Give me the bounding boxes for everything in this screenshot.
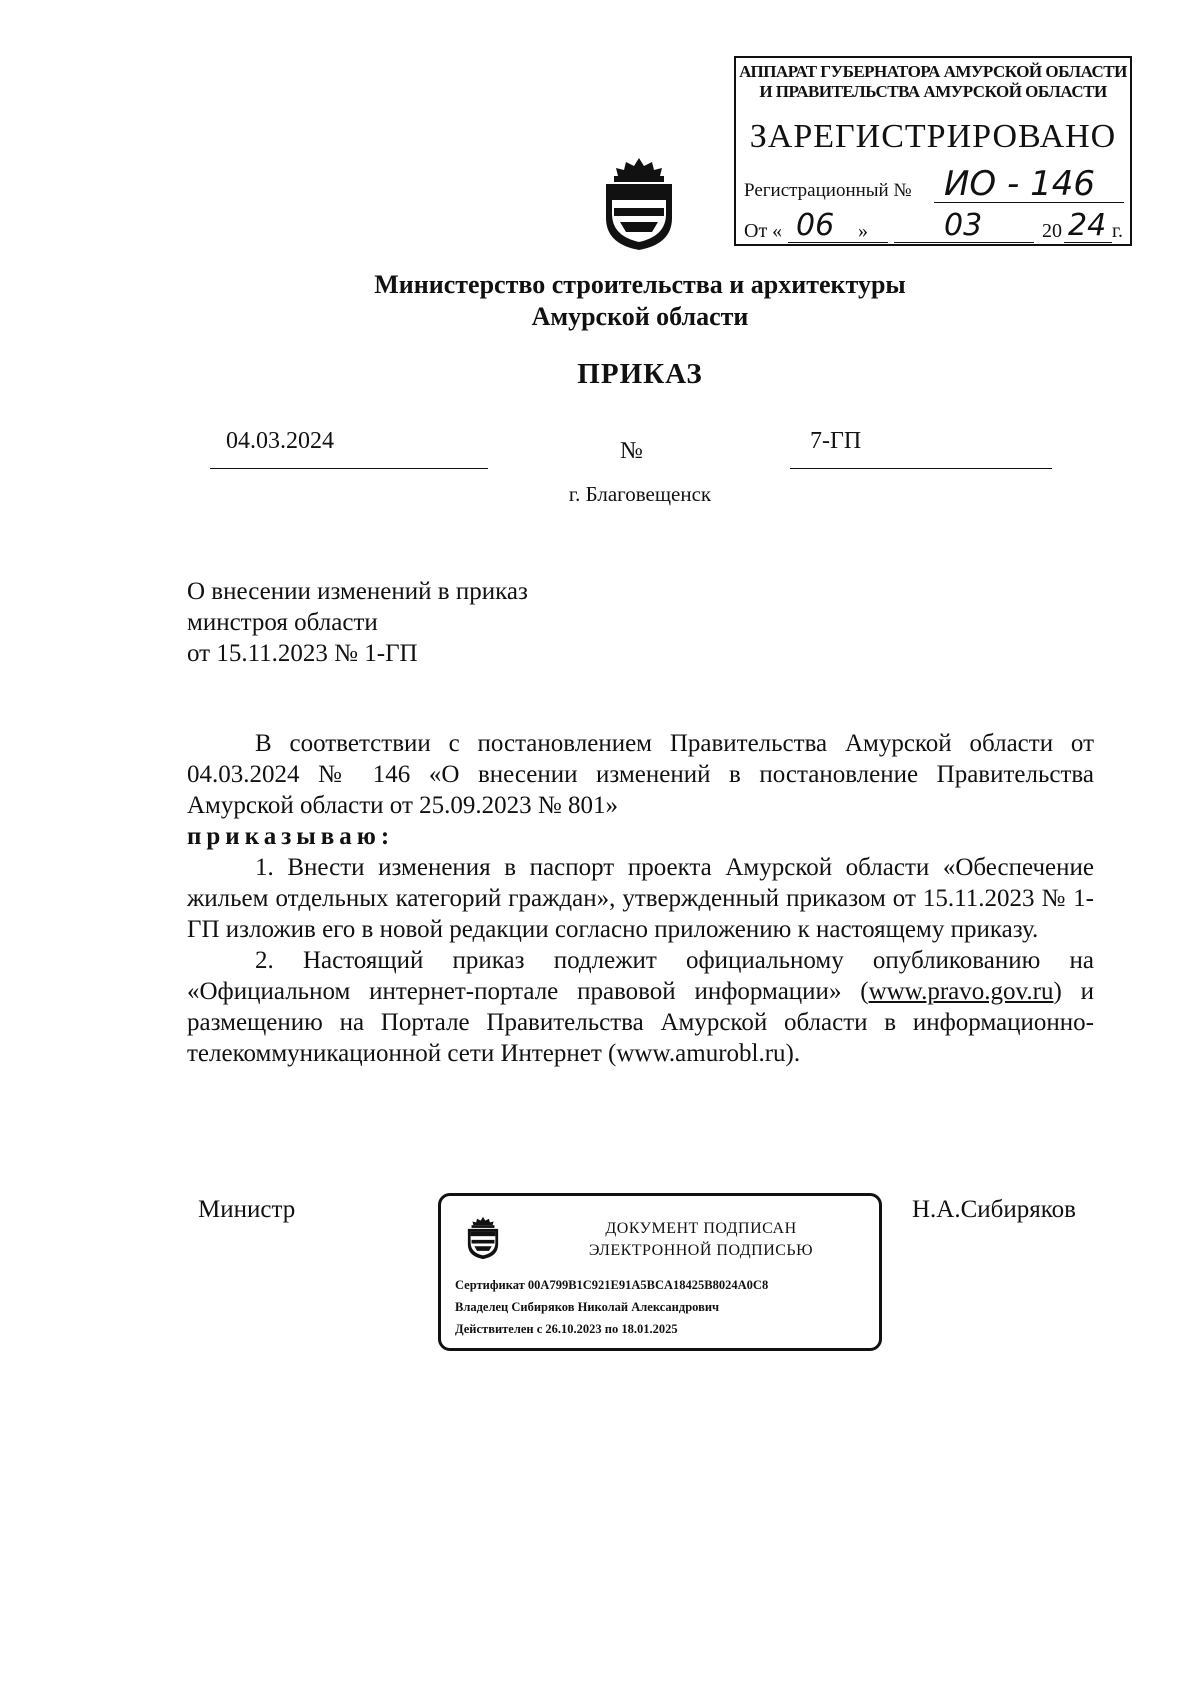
esign-owner: Владелец Сибиряков Николай Александрович — [455, 1300, 720, 1314]
stamp-reg-number: ИО - 146 — [944, 164, 1095, 204]
stamp-date-day: 06 — [796, 208, 835, 243]
signer-title: Министр — [198, 1196, 296, 1223]
stamp-date-year-prefix: 20 — [1042, 220, 1062, 242]
coat-of-arms-small-icon — [465, 1216, 501, 1260]
city: г. Благовещенск — [568, 482, 712, 506]
order-number: 7-ГП — [810, 428, 862, 454]
esign-title-line1: ДОКУМЕНТ ПОДПИСАН — [605, 1220, 797, 1237]
order-body — [187, 728, 1094, 1069]
electronic-signature-stamp — [438, 1193, 882, 1351]
registration-stamp — [734, 56, 1132, 246]
esign-valid: Действителен с 26.10.2023 по 18.01.2025 — [455, 1322, 678, 1336]
stamp-month-underline — [894, 242, 1034, 243]
preamble: В соответствии с постановлением Правительства Амурской области от 04.03.2024 № 146 «О внесении изменений в постановление Правительства Амурской области от 25.09.2023 № 801» — [187, 730, 1094, 819]
order-subject — [187, 576, 528, 669]
item-2 — [187, 945, 1094, 1069]
item-2-end: ) и размещению на Портале Правительства Амурской области в информационно-телекоммуникационной сети Интернет (www.amurobl.ru). — [187, 978, 1094, 1067]
subject-line1: О внесении изменений в приказ — [187, 578, 528, 605]
signer-name: Н.А.Сибиряков — [912, 1196, 1076, 1223]
stamp-reg-underline — [934, 202, 1124, 203]
command-word: приказываю: — [187, 823, 395, 850]
stamp-date-row — [744, 208, 1126, 244]
esign-title — [531, 1218, 871, 1262]
order-date: 04.03.2024 — [226, 428, 334, 454]
stamp-date-year: 24 — [1068, 208, 1107, 243]
stamp-title: ЗАРЕГИСТРИРОВАНО — [749, 118, 1117, 155]
esign-certificate: Сертификат 00A799B1C921E91A5BCA18425B8024A0C8 — [455, 1278, 769, 1292]
stamp-date-quote: » — [858, 220, 868, 242]
stamp-org-line1: АППАРАТ ГУБЕРНАТОРА АМУРСКОЙ ОБЛАСТИ — [739, 62, 1127, 81]
document-type-title: ПРИКАЗ — [577, 358, 703, 390]
subject-line3: от 15.11.2023 № 1-ГП — [187, 640, 418, 667]
subject-line2: минстроя области — [187, 609, 378, 636]
coat-of-arms-icon — [600, 156, 678, 252]
stamp-reg-label: Регистрационный № — [744, 180, 912, 201]
order-number-underline — [790, 468, 1052, 469]
stamp-year-underline — [1064, 242, 1112, 243]
item-2-start: 2. Настоящий приказ подлежит официальному опубликованию на «Официальном интернет-портале правовой информации» ( — [187, 947, 1094, 1005]
pravo-link[interactable]: www.pravo.gov.ru — [868, 978, 1054, 1005]
stamp-day-underline — [788, 242, 888, 243]
item-1: 1. Внести изменения в паспорт проекта Амурской области «Обеспечение жильем отдельных категорий граждан», утвержденный приказом от 15.11.2023 № 1-ГП изложив его в новой редакции согласно приложению к настоящему приказу. — [187, 854, 1094, 943]
order-date-underline — [210, 468, 488, 469]
stamp-reg-row — [744, 164, 1124, 204]
stamp-date-month: 03 — [944, 208, 983, 243]
ministry-name-line1: Министерство строительства и архитектуры — [374, 270, 906, 299]
stamp-date-prefix: От « — [744, 220, 783, 242]
stamp-org-line2: И ПРАВИТЕЛЬСТВА АМУРСКОЙ ОБЛАСТИ — [759, 82, 1107, 101]
order-number-sign: № — [620, 438, 643, 464]
ministry-name-line2: Амурской области — [531, 302, 749, 331]
esign-title-line2: ЭЛЕКТРОННОЙ ПОДПИСЬЮ — [588, 1242, 814, 1259]
stamp-date-g: г. — [1112, 220, 1123, 242]
